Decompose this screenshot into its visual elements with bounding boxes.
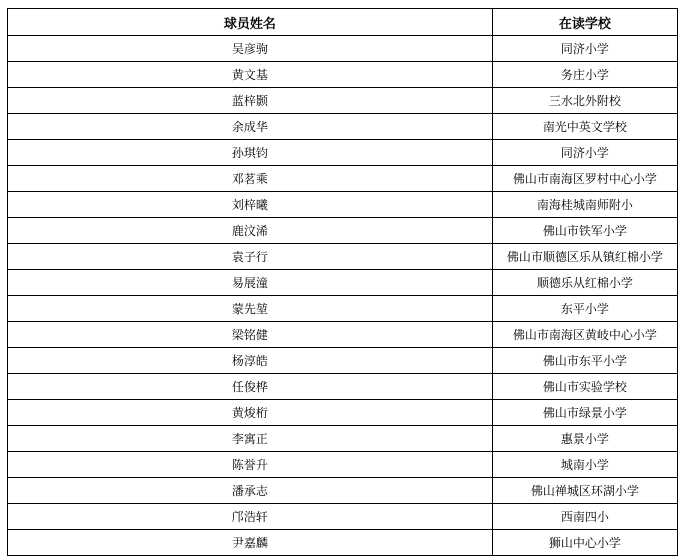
header-school: 在读学校 — [492, 9, 677, 36]
school-cell: 佛山市铁军小学 — [492, 218, 677, 244]
school-cell: 城南小学 — [492, 452, 677, 478]
player-name-cell: 任俊桦 — [8, 374, 493, 400]
table-row — [8, 504, 678, 530]
table-body — [8, 36, 678, 556]
school-cell: 佛山市顺德区乐从镇红棉小学 — [492, 244, 677, 270]
player-name-cell: 刘梓曦 — [8, 192, 493, 218]
table-row — [8, 478, 678, 504]
school-cell: 佛山市绿景小学 — [492, 400, 677, 426]
school-cell: 佛山市南海区罗村中心小学 — [492, 166, 677, 192]
table-row — [8, 530, 678, 556]
table-row — [8, 270, 678, 296]
table-row — [8, 218, 678, 244]
player-name-cell: 蓝梓颢 — [8, 88, 493, 114]
school-cell: 同济小学 — [492, 36, 677, 62]
player-roster-table — [7, 8, 678, 556]
player-name-cell: 邝浩轩 — [8, 504, 493, 530]
school-cell: 西南四小 — [492, 504, 677, 530]
player-name-cell: 陈誉升 — [8, 452, 493, 478]
player-name-cell: 蒙先堃 — [8, 296, 493, 322]
school-cell: 南光中英文学校 — [492, 114, 677, 140]
school-cell: 狮山中心小学 — [492, 530, 677, 556]
school-cell: 惠景小学 — [492, 426, 677, 452]
school-cell: 佛山禅城区环湖小学 — [492, 478, 677, 504]
player-name-cell: 余成华 — [8, 114, 493, 140]
player-name-cell: 孙琪钧 — [8, 140, 493, 166]
player-name-cell: 李寓正 — [8, 426, 493, 452]
player-name-cell: 潘承志 — [8, 478, 493, 504]
school-cell: 佛山市南海区黄岐中心小学 — [492, 322, 677, 348]
table-row — [8, 426, 678, 452]
table-row — [8, 374, 678, 400]
table-row — [8, 166, 678, 192]
table-row — [8, 322, 678, 348]
player-name-cell: 吴彦驹 — [8, 36, 493, 62]
table-row — [8, 296, 678, 322]
school-cell: 佛山市实验学校 — [492, 374, 677, 400]
table-row — [8, 114, 678, 140]
table-row — [8, 140, 678, 166]
school-cell: 务庄小学 — [492, 62, 677, 88]
table-header-row — [8, 9, 678, 36]
player-name-cell: 袁子行 — [8, 244, 493, 270]
player-name-cell: 尹嘉麟 — [8, 530, 493, 556]
school-cell: 顺德乐从红棉小学 — [492, 270, 677, 296]
school-cell: 三水北外附校 — [492, 88, 677, 114]
table-row — [8, 348, 678, 374]
table-row — [8, 192, 678, 218]
school-cell: 东平小学 — [492, 296, 677, 322]
table-row — [8, 88, 678, 114]
school-cell: 南海桂城南师附小 — [492, 192, 677, 218]
player-name-cell: 易展潼 — [8, 270, 493, 296]
table-row — [8, 452, 678, 478]
table-row — [8, 62, 678, 88]
table-row — [8, 244, 678, 270]
player-name-cell: 邓茗乘 — [8, 166, 493, 192]
table-row — [8, 400, 678, 426]
header-player-name: 球员姓名 — [8, 9, 493, 36]
player-name-cell: 鹿汶浠 — [8, 218, 493, 244]
school-cell: 同济小学 — [492, 140, 677, 166]
school-cell: 佛山市东平小学 — [492, 348, 677, 374]
player-name-cell: 杨淳皓 — [8, 348, 493, 374]
player-name-cell: 黄焌桁 — [8, 400, 493, 426]
player-name-cell: 黄文基 — [8, 62, 493, 88]
table-row — [8, 36, 678, 62]
player-name-cell: 梁铭健 — [8, 322, 493, 348]
